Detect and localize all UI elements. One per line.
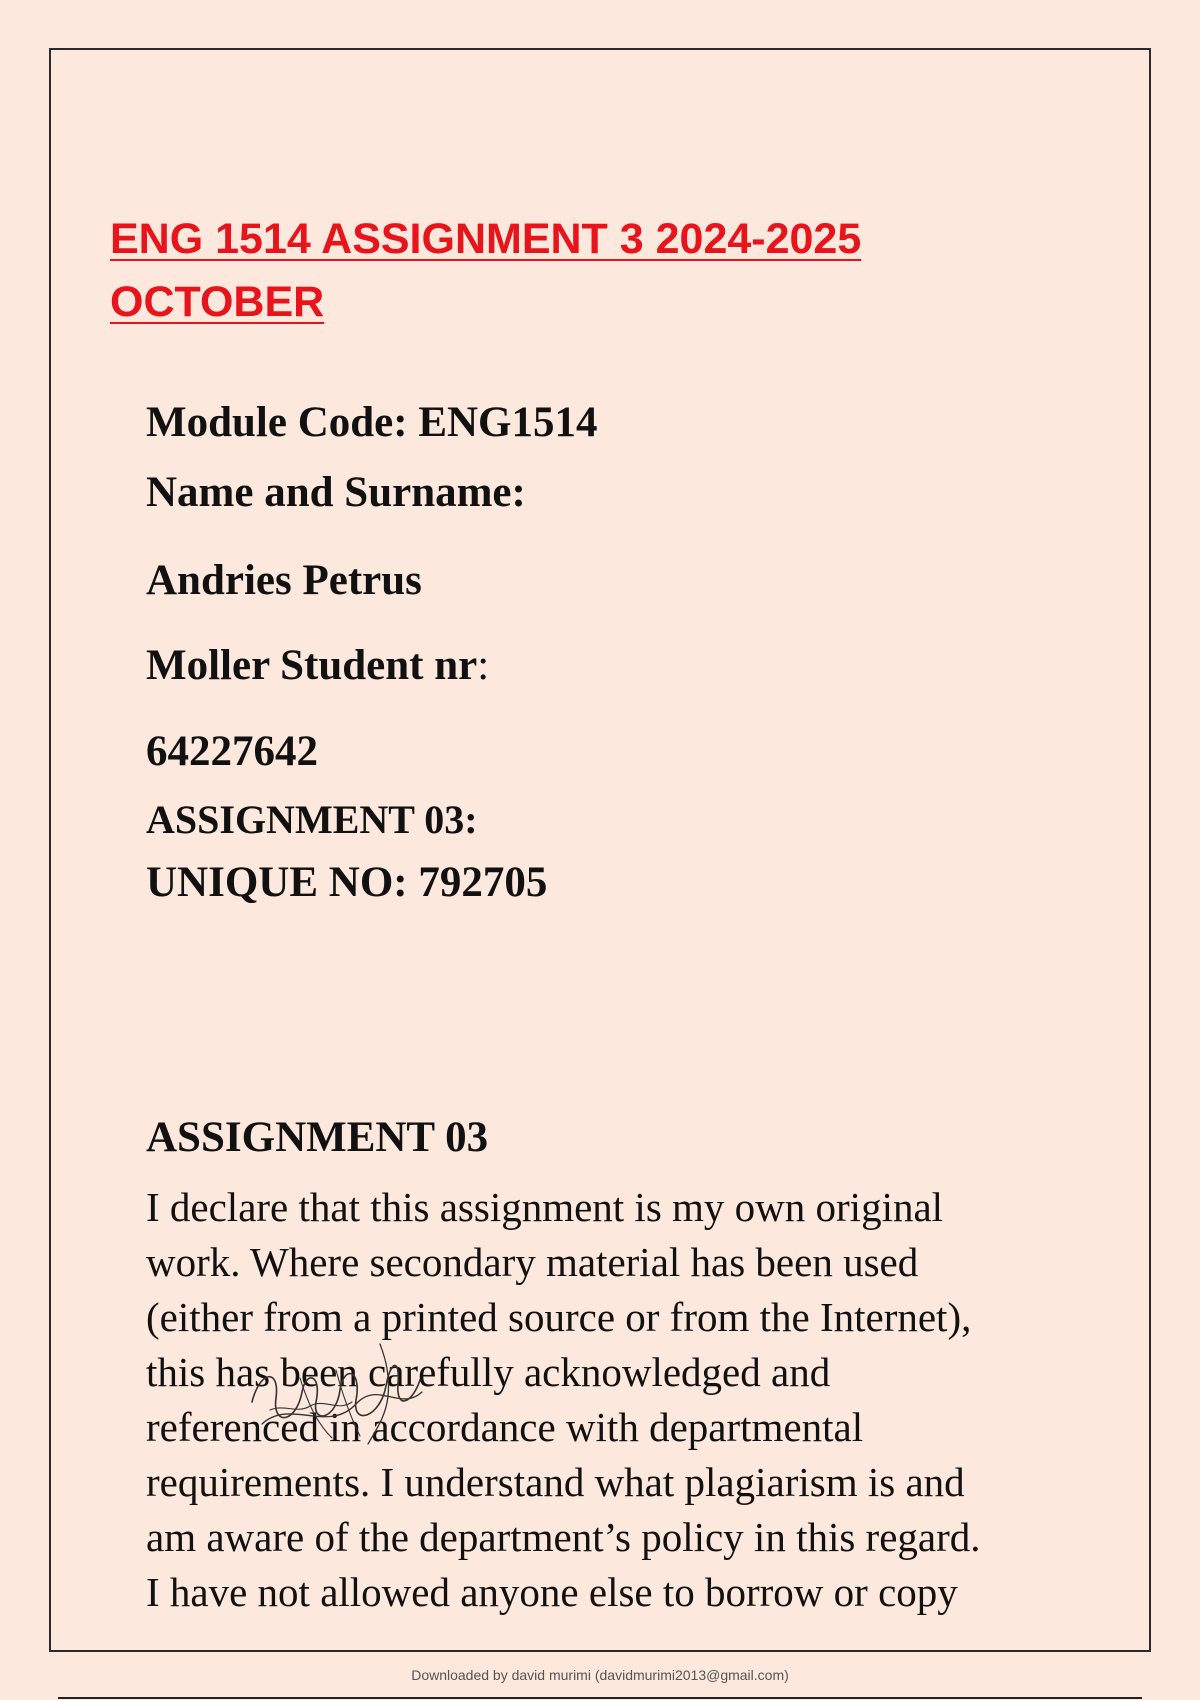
student-number-label xyxy=(146,641,489,691)
student-number-colon: : xyxy=(477,642,490,689)
declaration-line: I have not allowed anyone else to borrow or copy xyxy=(146,1569,958,1615)
download-footer: Downloaded by david murimi (davidmurimi2013@gmail.com) xyxy=(411,1667,789,1683)
declaration-line: requirements. I understand what plagiarism is and xyxy=(146,1459,965,1505)
declaration-line: referenced in accordance with departmental xyxy=(146,1404,864,1450)
unique-number: UNIQUE NO: 792705 xyxy=(146,859,548,906)
name-label: Name and Surname: xyxy=(146,469,526,516)
footer-divider xyxy=(58,1697,1142,1699)
declaration-line: this has been carefully acknowledged and xyxy=(146,1349,831,1395)
title-line-1: ENG 1514 ASSIGNMENT 3 2024-2025 xyxy=(110,215,862,263)
declaration-heading: ASSIGNMENT 03 xyxy=(146,1114,489,1161)
title-line-2: OCTOBER xyxy=(110,278,325,326)
document-title xyxy=(110,208,1070,334)
module-code: Module Code: ENG1514 xyxy=(146,399,598,446)
student-number-prefix: Moller Student nr xyxy=(146,642,478,689)
declaration-line: I declare that this assignment is my own original xyxy=(146,1184,944,1230)
declaration-line: work. Where secondary material has been used xyxy=(146,1239,919,1285)
declaration-line: am aware of the department’s policy in this regard. xyxy=(146,1514,981,1560)
assignment-label: ASSIGNMENT 03: xyxy=(146,797,478,842)
name-value: Andries Petrus xyxy=(146,557,422,604)
handwritten-signature xyxy=(240,1340,430,1450)
declaration-line: (either from a printed source or from the Internet), xyxy=(146,1294,972,1340)
student-number-value: 64227642 xyxy=(146,728,318,775)
